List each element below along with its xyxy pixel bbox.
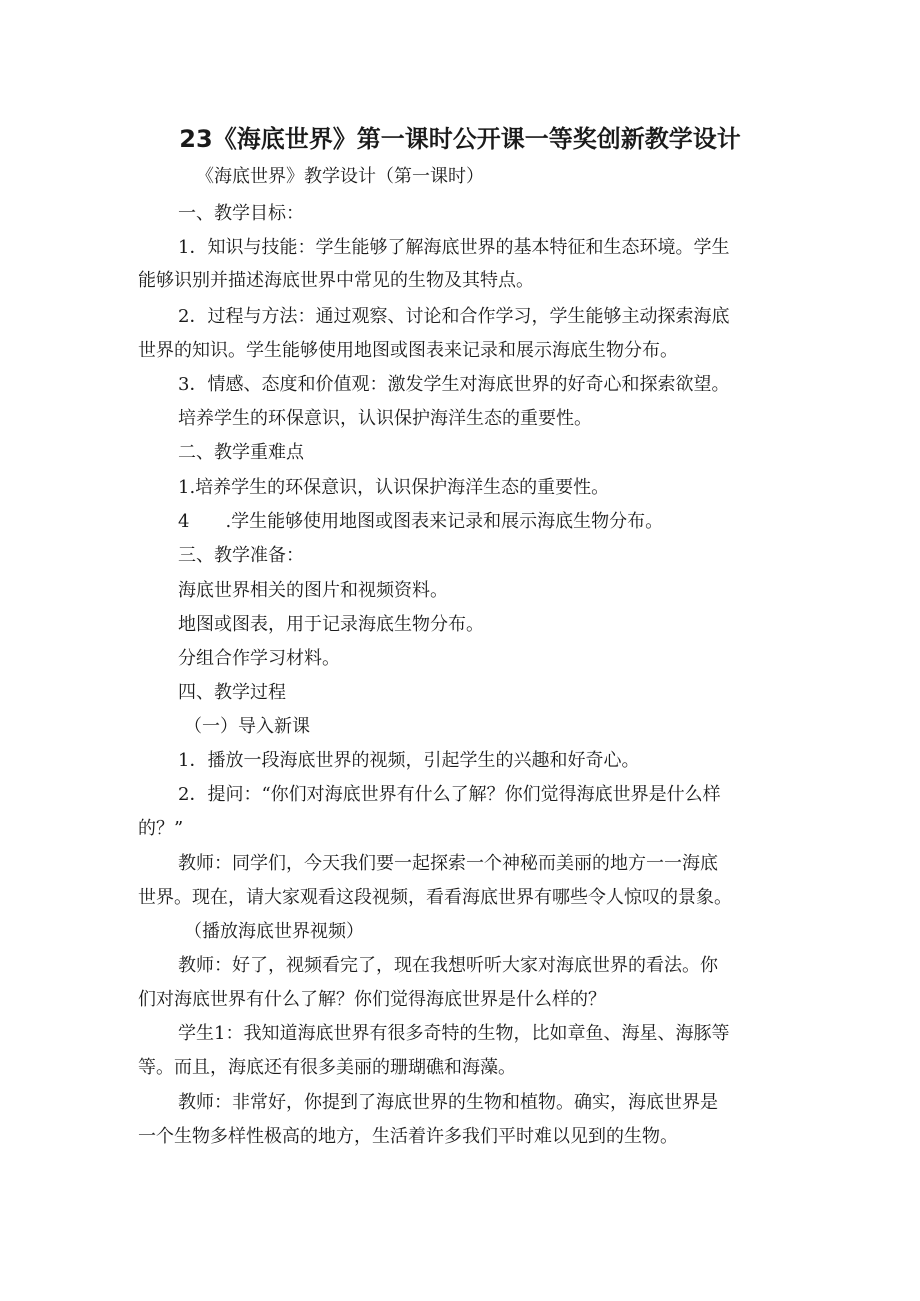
paragraph-line: 地图或图表，用于记录海底生物分布。 <box>178 614 484 635</box>
paragraph-line: 们对海底世界有什么了解？你们觉得海底世界是什么样的？ <box>138 989 606 1010</box>
paragraph-line: 1.培养学生的环保意识，认识保护海洋生态的重要性。 <box>178 477 610 498</box>
paragraph-line: 的？” <box>138 818 184 839</box>
paragraph-line: 分组合作学习材料。 <box>178 648 340 669</box>
paragraph-line: 1．知识与技能：学生能够了解海底世界的基本特征和生态环境。学生 <box>178 237 730 258</box>
section-heading-preparation: 三、教学准备： <box>178 545 304 566</box>
section-heading-key-points: 二、教学重难点 <box>178 442 304 463</box>
paragraph-line: 能够识别并描述海底世界中常见的生物及其特点。 <box>138 270 534 291</box>
paragraph-line: 世界的知识。学生能够使用地图或图表来记录和展示海底生物分布。 <box>138 340 678 361</box>
paragraph-line: 教师：同学们，今天我们要一起探索一个神秘而美丽的地方一一海底 <box>178 853 718 874</box>
subtitle-line: 《海底世界》教学设计（第一课时） <box>196 166 484 187</box>
paragraph-line: 3．情感、态度和价值观：激发学生对海底世界的好奇心和探索欲望。 <box>178 374 730 395</box>
paragraph-line: 2．提问：“你们对海底世界有什么了解？你们觉得海底世界是什么样 <box>178 784 721 805</box>
paragraph-line: 4 .学生能够使用地图或图表来记录和展示海底生物分布。 <box>178 511 664 532</box>
paragraph-line: 教师：非常好，你提到了海底世界的生物和植物。确实，海底世界是 <box>178 1092 718 1113</box>
section-heading-objectives: 一、教学目标： <box>178 203 304 224</box>
paragraph-line: 学生1：我知道海底世界有很多奇特的生物，比如章鱼、海星、海豚等 <box>178 1023 730 1044</box>
paragraph-line: 2．过程与方法：通过观察、讨论和合作学习，学生能够主动探索海底 <box>178 306 730 327</box>
subsection-heading: （一）导入新课 <box>184 716 310 737</box>
paragraph-line: 世界。现在，请大家观看这段视频，看看海底世界有哪些令人惊叹的景象。 <box>138 887 732 908</box>
paragraph-line: 1．播放一段海底世界的视频，引起学生的兴趣和好奇心。 <box>178 750 640 771</box>
paragraph-line: 海底世界相关的图片和视频资料。 <box>178 580 448 601</box>
section-heading-process: 四、教学过程 <box>178 682 286 703</box>
paragraph-line: 一个生物多样性极高的地方，生活着许多我们平时难以见到的生物。 <box>138 1126 678 1147</box>
document-title: 23《海底世界》第一课时公开课一等奖创新教学设计 <box>179 125 741 153</box>
paragraph-line: 培养学生的环保意识，认识保护海洋生态的重要性。 <box>178 408 592 429</box>
paragraph-line: 等。而且，海底还有很多美丽的珊瑚礁和海藻。 <box>138 1057 516 1078</box>
paragraph-line: （播放海底世界视频） <box>184 921 364 942</box>
paragraph-line: 教师：好了，视频看完了，现在我想听听大家对海底世界的看法。你 <box>178 955 718 976</box>
